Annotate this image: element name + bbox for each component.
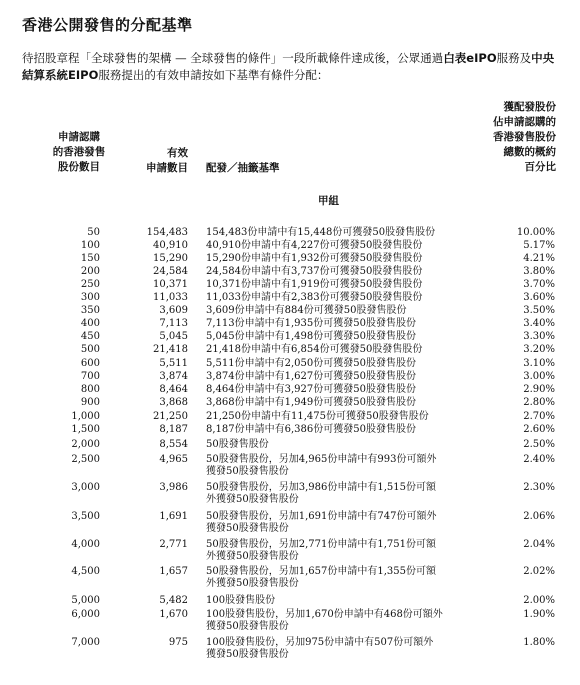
cell-valid-applications: 8,554 — [159, 439, 188, 450]
cell-basis: 50股發售股份，另加4,965份申請中有993份可額外 獲發50股發售股份 — [206, 454, 437, 477]
cell-percentage: 3.50% — [523, 305, 555, 316]
header-percentage: 獲配發股份 佔申請認購的 香港發售股份 總數的概約 百分比 — [493, 101, 556, 173]
cell-basis: 3,874份申請中有1,627份可獲發50股發售股份 — [206, 371, 416, 382]
cell-percentage: 2.80% — [523, 397, 555, 408]
cell-percentage: 2.04% — [523, 539, 555, 550]
cell-shares-applied: 200 — [80, 266, 100, 277]
cell-basis: 50股發售股份，另加2,771份申請中有1,751份可額 外獲發50股發售股份 — [206, 539, 436, 562]
cell-basis: 24,584份申請中有3,737份可獲發50股發售股份 — [206, 266, 423, 277]
cell-shares-applied: 1,000 — [71, 411, 100, 422]
header-valid-applications: 有效 申請數目 — [146, 147, 188, 174]
cell-valid-applications: 4,965 — [159, 454, 188, 465]
cell-shares-applied: 4,500 — [71, 566, 100, 577]
cell-percentage: 5.17% — [523, 240, 555, 251]
cell-basis: 50股發售股份，另加1,657份申請中有1,355份可額 外獲發50股發售股份 — [206, 566, 436, 589]
cell-shares-applied: 150 — [80, 253, 100, 264]
cell-basis: 8,187份申請中有6,386份可獲發50股發售股份 — [206, 424, 416, 435]
cell-basis: 50股發售股份，另加3,986份申請中有1,515份可額 外獲發50股發售股份 — [206, 482, 436, 505]
cell-percentage: 2.50% — [523, 439, 555, 450]
cell-basis: 100股發售股份 — [206, 595, 276, 606]
cell-percentage: 3.80% — [523, 266, 555, 277]
cell-valid-applications: 15,290 — [153, 253, 188, 264]
cell-percentage: 3.40% — [523, 318, 555, 329]
intro-paragraph — [22, 50, 562, 84]
cell-valid-applications: 3,874 — [159, 371, 188, 382]
page-title: 香港公開發售的分配基準 — [22, 16, 193, 34]
cell-valid-applications: 8,464 — [159, 384, 188, 395]
cell-shares-applied: 600 — [80, 358, 100, 369]
cell-basis: 50股發售股份 — [206, 439, 269, 450]
cell-shares-applied: 350 — [80, 305, 100, 316]
cell-basis: 40,910份申請中有4,227份可獲發50股發售股份 — [206, 240, 423, 251]
cell-basis: 3,868份申請中有1,949份可獲發50股發售股份 — [206, 397, 416, 408]
cell-valid-applications: 1,657 — [159, 566, 188, 577]
cell-valid-applications: 1,670 — [159, 609, 188, 620]
cell-percentage: 2.90% — [523, 384, 555, 395]
cell-basis: 7,113份申請中有1,935份可獲發50股發售股份 — [206, 318, 416, 329]
cell-percentage: 3.60% — [523, 292, 555, 303]
cell-percentage: 2.40% — [523, 454, 555, 465]
cell-basis: 100股發售股份，另加975份申請中有507份可額外 獲發50股發售股份 — [206, 637, 434, 660]
cell-percentage: 3.00% — [523, 371, 555, 382]
cell-percentage: 1.80% — [523, 637, 555, 648]
cell-shares-applied: 900 — [80, 397, 100, 408]
cell-shares-applied: 2,000 — [71, 439, 100, 450]
cell-shares-applied: 800 — [80, 384, 100, 395]
cell-valid-applications: 5,482 — [159, 595, 188, 606]
cell-basis: 10,371份申請中有1,919份可獲發50股發售股份 — [206, 279, 423, 290]
cell-valid-applications: 7,113 — [159, 318, 188, 329]
cell-shares-applied: 500 — [80, 344, 100, 355]
cell-valid-applications: 21,250 — [153, 411, 188, 422]
cell-valid-applications: 5,511 — [159, 358, 188, 369]
cell-percentage: 3.10% — [523, 358, 555, 369]
cell-percentage: 4.21% — [523, 253, 555, 264]
cell-shares-applied: 6,000 — [71, 609, 100, 620]
cell-percentage: 2.02% — [523, 566, 555, 577]
cell-percentage: 10.00% — [516, 227, 555, 238]
cell-basis: 5,511份申請中有2,050份可獲發50股發售股份 — [206, 358, 416, 369]
cell-percentage: 1.90% — [523, 609, 555, 620]
cell-valid-applications: 3,609 — [159, 305, 188, 316]
cell-valid-applications: 975 — [168, 637, 188, 648]
cell-shares-applied: 400 — [80, 318, 100, 329]
cell-valid-applications: 3,868 — [159, 397, 188, 408]
cell-percentage: 3.20% — [523, 344, 555, 355]
cell-basis: 8,464份申請中有3,927份可獲發50股發售股份 — [206, 384, 416, 395]
cell-percentage: 3.70% — [523, 279, 555, 290]
intro-text-1: 待招股章程「全球發售的架構 — 全球發售的條件」一段所載條件達成後，公眾通過 — [22, 51, 444, 65]
cell-percentage: 2.60% — [523, 424, 555, 435]
cell-basis: 50股發售股份，另加1,691份申請中有747份可額外 獲發50股發售股份 — [206, 511, 437, 534]
cell-valid-applications: 10,371 — [153, 279, 188, 290]
cell-shares-applied: 5,000 — [71, 595, 100, 606]
cell-shares-applied: 1,500 — [71, 424, 100, 435]
cell-valid-applications: 3,986 — [159, 482, 188, 493]
intro-bold-1: 白表eIPO — [443, 51, 497, 65]
cell-percentage: 2.06% — [523, 511, 555, 522]
cell-shares-applied: 250 — [80, 279, 100, 290]
cell-basis: 154,483份申請中有15,448份可獲發50股發售股份 — [206, 227, 436, 238]
cell-valid-applications: 24,584 — [153, 266, 188, 277]
cell-shares-applied: 2,500 — [71, 454, 100, 465]
cell-basis: 5,045份申請中有1,498份可獲發50股發售股份 — [206, 331, 416, 342]
cell-valid-applications: 5,045 — [159, 331, 188, 342]
cell-shares-applied: 3,500 — [71, 511, 100, 522]
cell-valid-applications: 1,691 — [159, 511, 188, 522]
cell-shares-applied: 3,000 — [71, 482, 100, 493]
cell-basis: 21,418份申請中有6,854份可獲發50股發售股份 — [206, 344, 423, 355]
cell-percentage: 2.00% — [523, 595, 555, 606]
cell-valid-applications: 11,033 — [153, 292, 188, 303]
cell-basis: 100股發售股份，另加1,670份申請中有468份可額外 獲發50股發售股份 — [206, 609, 443, 632]
cell-basis: 11,033份申請中有2,383份可獲發50股發售股份 — [206, 292, 423, 303]
cell-valid-applications: 8,187 — [159, 424, 188, 435]
intro-bold-2: 中央結算系統EIPO — [22, 51, 555, 82]
cell-shares-applied: 300 — [80, 292, 100, 303]
cell-shares-applied: 7,000 — [71, 637, 100, 648]
cell-basis: 15,290份申請中有1,932份可獲發50股發售股份 — [206, 253, 423, 264]
cell-percentage: 2.30% — [523, 482, 555, 493]
cell-shares-applied: 100 — [80, 240, 100, 251]
intro-text-3: 服務提出的有效申請按如下基準有條件分配： — [98, 68, 329, 82]
cell-valid-applications: 21,418 — [153, 344, 188, 355]
cell-shares-applied: 50 — [87, 227, 100, 238]
group-label: 甲組 — [318, 195, 339, 207]
cell-percentage: 3.30% — [523, 331, 555, 342]
cell-shares-applied: 4,000 — [71, 539, 100, 550]
header-basis: 配發／抽籤基準 — [206, 162, 280, 174]
intro-text-2: 服務及 — [496, 51, 532, 65]
cell-shares-applied: 450 — [80, 331, 100, 342]
cell-valid-applications: 154,483 — [146, 227, 188, 238]
header-shares-applied: 申請認購 的香港發售 股份數目 — [52, 131, 106, 173]
cell-shares-applied: 700 — [80, 371, 100, 382]
cell-percentage: 2.70% — [523, 411, 555, 422]
cell-basis: 21,250份申請中有11,475份可獲發50股發售股份 — [206, 411, 429, 422]
cell-valid-applications: 40,910 — [153, 240, 188, 251]
cell-valid-applications: 2,771 — [159, 539, 188, 550]
cell-basis: 3,609份申請中有884份可獲發50股發售股份 — [206, 305, 407, 316]
